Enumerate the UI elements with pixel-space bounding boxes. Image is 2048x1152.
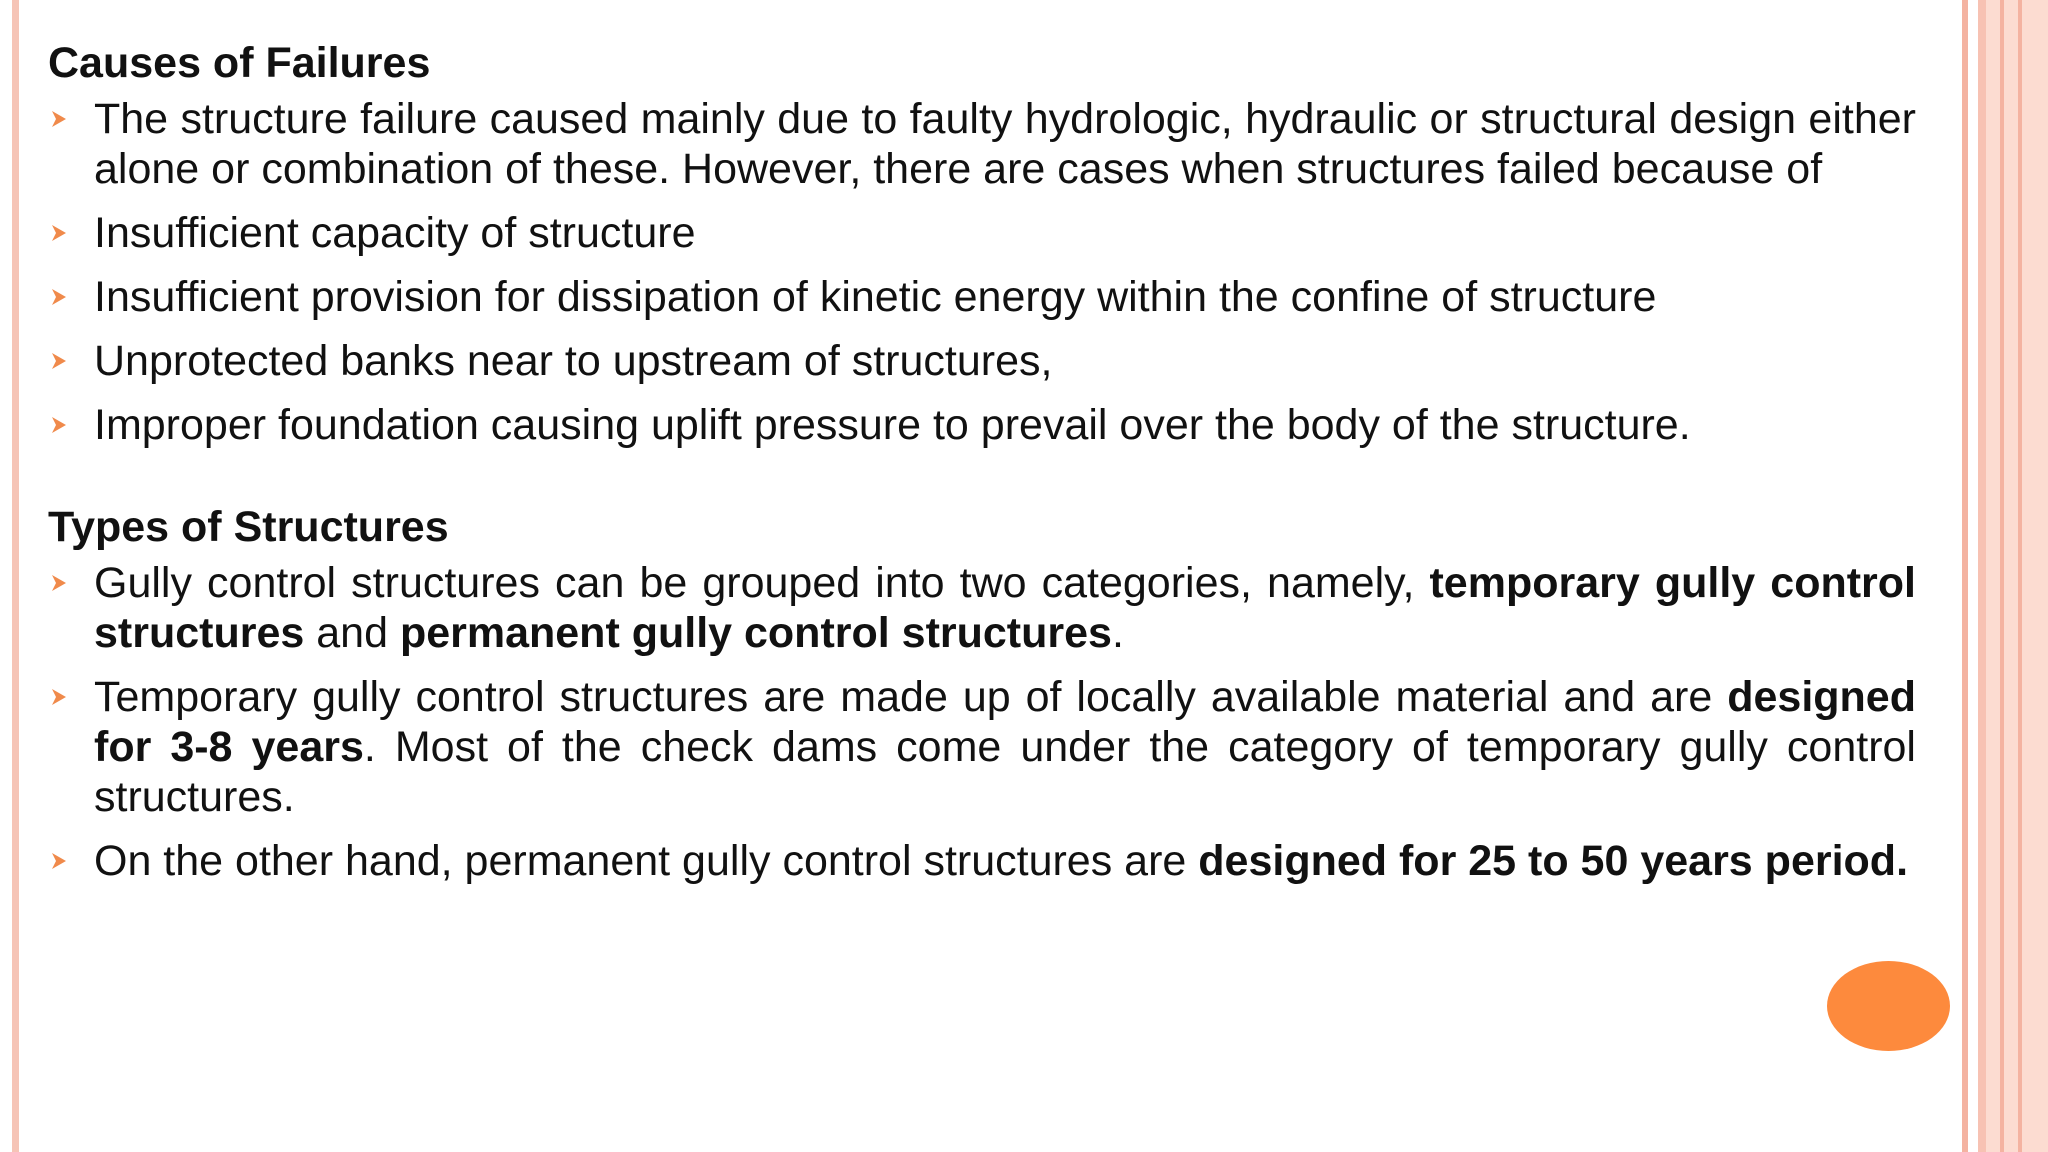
- bullet-item: [48, 400, 1916, 450]
- bullet-list: [48, 558, 1916, 886]
- bullet-text: Improper foundation causing uplift pressure to prevail over the body of the structure.: [94, 401, 1691, 449]
- bullet-item: [48, 208, 1916, 258]
- section-causes: [48, 36, 1916, 450]
- arrowhead-bullet-icon: [50, 415, 68, 435]
- bullet-item: [48, 672, 1916, 822]
- bullet-text: Insufficient provision for dissipation of kinetic energy within the confine of structure: [94, 273, 1657, 321]
- bullet-text-bold: designed for 25 to 50 years period.: [1198, 837, 1909, 885]
- bullet-item: [48, 558, 1916, 658]
- section-heading: Causes of Failures: [48, 39, 431, 87]
- arrowhead-bullet-icon: [50, 687, 68, 707]
- bullet-list: [48, 94, 1916, 450]
- bullet-text: . Most of the check dams come under the category of temporary gully control structures.: [94, 723, 1916, 821]
- bullet-text: Temporary gully control structures are made up of locally available material and are: [94, 673, 1728, 721]
- bullet-text: Gully control structures can be grouped into two categories, namely,: [94, 559, 1430, 607]
- bullet-text: The structure failure caused mainly due to faulty hydrologic, hydraulic or structural design either alone or combination of these. However, there are cases when structures failed because of: [94, 95, 1916, 193]
- slide-content: [48, 36, 1916, 900]
- bullet-text: On the other hand, permanent gully control structures are: [94, 837, 1199, 885]
- bullet-text-bold: temporary gully control structures: [94, 559, 1916, 657]
- bullet-text: .: [1111, 609, 1124, 657]
- bullet-text-bold: designed for 3-8 years: [94, 673, 1916, 771]
- section-heading: Types of Structures: [48, 503, 449, 551]
- arrowhead-bullet-icon: [50, 109, 68, 129]
- bullet-text-bold: permanent gully control structures: [399, 609, 1112, 657]
- bullet-text: Insufficient capacity of structure: [94, 209, 696, 257]
- arrowhead-bullet-icon: [50, 851, 68, 871]
- bullet-item: [48, 336, 1916, 386]
- arrowhead-bullet-icon: [50, 573, 68, 593]
- bullet-text: and: [304, 609, 400, 657]
- arrowhead-bullet-icon: [50, 287, 68, 307]
- section-types: [48, 500, 1916, 886]
- bullet-item: [48, 836, 1916, 886]
- arrowhead-bullet-icon: [50, 223, 68, 243]
- bullet-text: Unprotected banks near to upstream of structures,: [94, 337, 1053, 385]
- left-border-stripe: [12, 0, 19, 1152]
- bullet-item: [48, 272, 1916, 322]
- bullet-item: [48, 94, 1916, 194]
- orange-dot-icon: [1827, 961, 1950, 1051]
- arrowhead-bullet-icon: [50, 351, 68, 371]
